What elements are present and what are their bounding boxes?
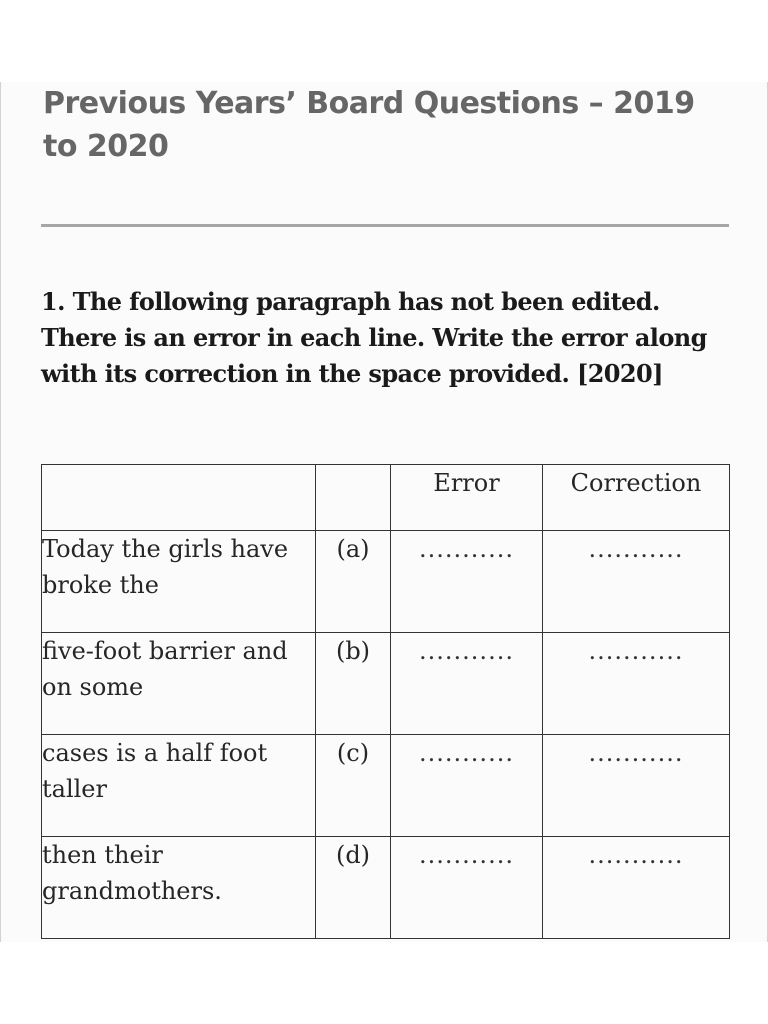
table-row xyxy=(42,531,730,633)
line-label: (d) xyxy=(316,837,391,939)
question-text: 1. The following paragraph has not been edited. There is an error in each line. Write the error along with its correction in the space provided. [2020] xyxy=(41,287,707,388)
header-label-column xyxy=(316,465,391,531)
correction-blank[interactable]: ........... xyxy=(543,735,730,837)
error-blank[interactable]: ........... xyxy=(391,837,543,939)
heading-divider xyxy=(41,224,729,227)
line-text: five-foot barrier and on some xyxy=(42,633,316,735)
error-correction-table xyxy=(41,464,730,939)
correction-blank[interactable]: ........... xyxy=(543,633,730,735)
table-row xyxy=(42,633,730,735)
header-error: Error xyxy=(391,465,543,531)
correction-blank[interactable]: ........... xyxy=(543,837,730,939)
document-page xyxy=(0,82,768,942)
error-blank[interactable]: ........... xyxy=(391,531,543,633)
line-label: (c) xyxy=(316,735,391,837)
table-row xyxy=(42,735,730,837)
error-blank[interactable]: ........... xyxy=(391,633,543,735)
correction-blank[interactable]: ........... xyxy=(543,531,730,633)
table-header-row xyxy=(42,465,730,531)
header-text-column xyxy=(42,465,316,531)
line-text: Today the girls have broke the xyxy=(42,531,316,633)
line-label: (a) xyxy=(316,531,391,633)
line-text: then their grandmothers. xyxy=(42,837,316,939)
table-row xyxy=(42,837,730,939)
section-heading: Previous Years’ Board Questions – 2019 to 2020 xyxy=(43,86,695,164)
line-label: (b) xyxy=(316,633,391,735)
line-text: cases is a half foot taller xyxy=(42,735,316,837)
header-correction: Correction xyxy=(543,465,730,531)
error-blank[interactable]: ........... xyxy=(391,735,543,837)
